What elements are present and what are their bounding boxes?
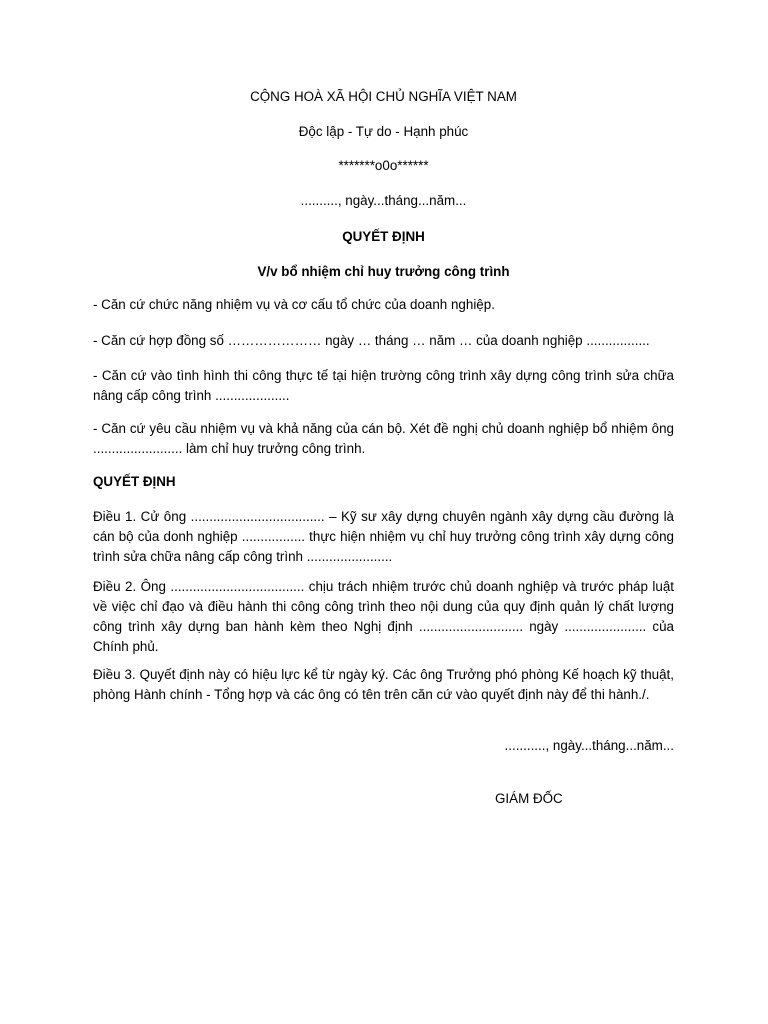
article-paragraph: Điều 1. Cử ông .................................... – Kỹ sư xây dựng chuyên ngành xây dựng cầu đường là cán bộ của donh nghiệp ................. thực hiện nhiệm vụ chỉ huy trưởng công trình xây dựng công trình sửa chữa nâng cấp công trình ....................... <box>93 509 674 564</box>
date-line: .........., ngày...tháng...năm... <box>300 193 467 208</box>
document-subject: V/v bổ nhiệm chỉ huy trưởng công trình <box>257 264 510 279</box>
basis-paragraph: - Căn cứ hợp đồng số ………………… ngày … tháng … năm … của doanh nghiệp ................. <box>93 333 650 348</box>
basis-paragraph: - Căn cứ vào tình hình thi công thực tế tại hiện trường công trình xây dựng công trình sửa chữa nâng cấp công trình .................... <box>93 368 674 403</box>
separator: *******o0o****** <box>338 158 429 173</box>
basis-paragraph: - Căn cứ chức năng nhiệm vụ và cơ cấu tổ chức của doanh nghiệp. <box>93 297 495 312</box>
closing-date: ..........., ngày...tháng...năm... <box>504 738 674 753</box>
signer-title: GIÁM ĐỐC <box>495 791 563 806</box>
article-paragraph: Điều 2. Ông .................................... chịu trách nhiệm trước chủ doanh nghiệp và trước pháp luật về việc chỉ đạo và điều hành thi công công trình theo nội dung của quy định quản lý chất lượng công trình xây dựng ban hành kèm theo Nghị định ............................ ngày ...................... của Chính phủ. <box>93 579 674 654</box>
decision-heading: QUYẾT ĐỊNH <box>93 474 176 489</box>
article-paragraph: Điều 3. Quyết định này có hiệu lực kể từ ngày ký. Các ông Trưởng phó phòng Kế hoạch kỹ thuật, phòng Hành chính - Tổng hợp và các ông có tên trên căn cứ vào quyết định này để thi hành./. <box>93 667 674 702</box>
basis-paragraph: - Căn cứ yêu cầu nhiệm vụ và khả năng của cán bộ. Xét đề nghị chủ doanh nghiệp bổ nhiệm ông ........................ làm chỉ huy trưởng công trình. <box>93 421 674 456</box>
country-header: CỘNG HOÀ XÃ HỘI CHỦ NGHĨA VIỆT NAM <box>250 89 517 104</box>
document-title: QUYẾT ĐỊNH <box>342 229 425 244</box>
motto: Độc lập - Tự do - Hạnh phúc <box>298 124 469 139</box>
